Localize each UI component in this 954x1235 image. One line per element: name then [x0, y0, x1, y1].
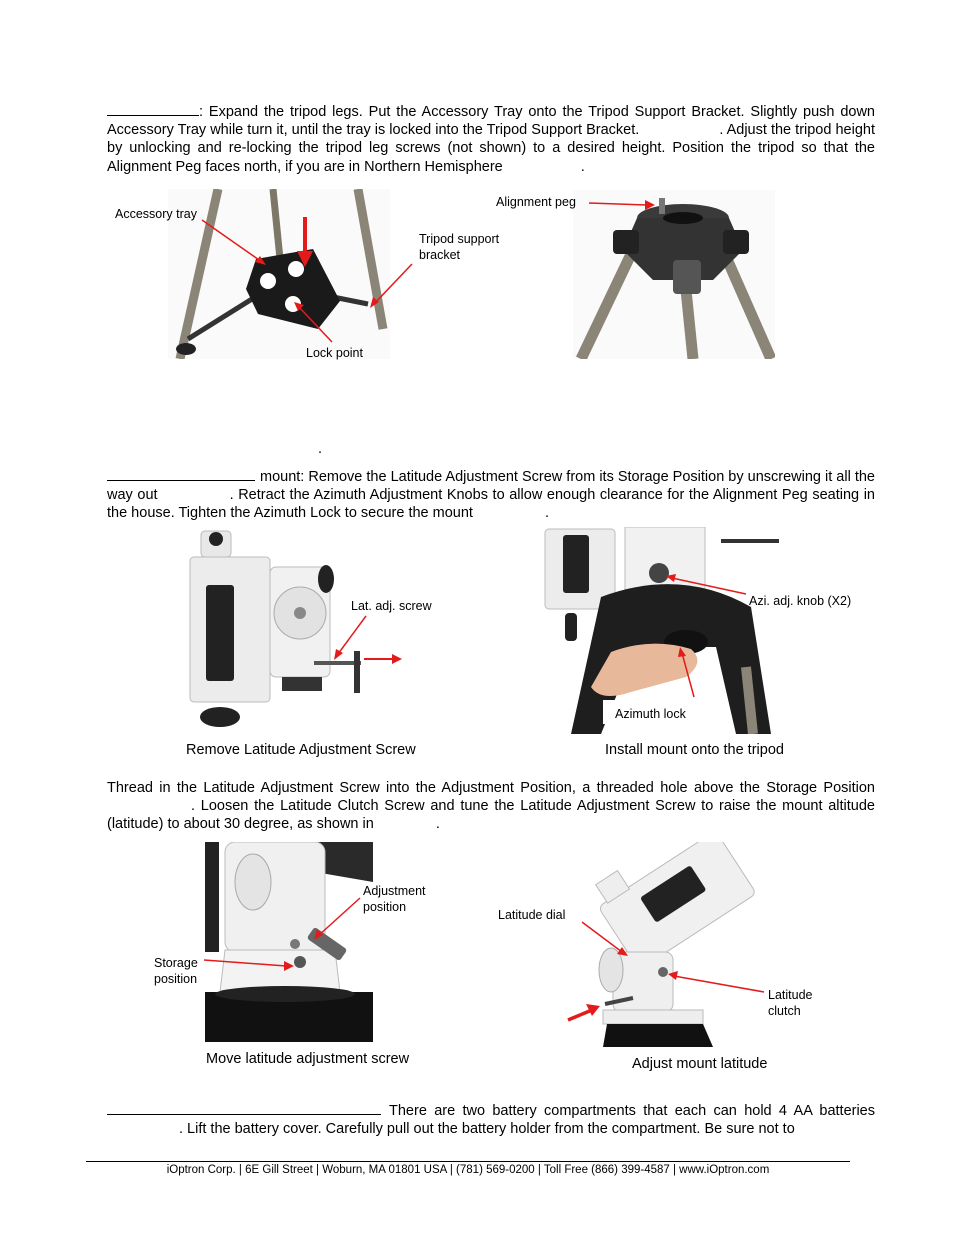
arrow-azimuth-lock [676, 645, 700, 700]
label-latitude-dial: Latitude dial [498, 908, 566, 922]
arrow-latitude-push [566, 1002, 602, 1024]
label-storage-1: Storage [154, 956, 198, 970]
caption-move-lat-screw: Move latitude adjustment screw [206, 1051, 410, 1067]
blank-underline [107, 103, 199, 116]
label-storage-2: position [154, 972, 198, 986]
label-alignment-peg: Alignment peg [496, 195, 576, 209]
caption-adjust-latitude: Adjust mount latitude [632, 1056, 768, 1072]
step1-paragraph: : Expand the tripod legs. Put the Accessory Tray onto the Tripod Support Bracket. Slightly push down Accessory Tray while turn it, until the tray is locked into the Tripod Support Bracket. . Adjust the tripod height by unlocking and re-locking the tripod leg screws (not shown) to a desired height. Position the tripod so that the Alignment Peg faces north, if you are in Northern Hemisphere . [107, 104, 876, 175]
photo-move-lat-screw [205, 842, 373, 1042]
arrow-accessory-tray [200, 218, 270, 268]
arrow-pull-out [364, 652, 404, 666]
page-footer: iOptron Corp. | 6E Gill Street | Woburn, MA 01801 USA | (781) 569-0200 | Toll Free (866) 399-4587 | www.iOptron.com [166, 1164, 770, 1176]
stray-period: . [318, 441, 323, 457]
label-azi-adj-knob: Azi. adj. knob (X2) [749, 594, 852, 608]
arrow-latitude-clutch [664, 970, 766, 996]
caption-install-mount: Install mount onto the tripod [605, 742, 784, 758]
label-adjustment-2: position [363, 900, 407, 914]
label-accessory-tray: Accessory tray [115, 207, 197, 221]
caption-remove-lat-screw: Remove Latitude Adjustment Screw [186, 742, 416, 758]
label-latitude-clutch-1: Latitude [768, 988, 813, 1002]
label-adjustment-1: Adjustment [363, 884, 426, 898]
arrow-down-red [296, 217, 314, 267]
label-tripod-support-1: Tripod support [419, 232, 500, 246]
step2-paragraph: mount: Remove the Latitude Adjustment Screw from its Storage Position by unscrewing it all the way out . Retract the Azimuth Adjustment Knobs to allow enough clearance for the Alignment Peg seating in the house. Tighten the Azimuth Lock to secure the mount . [107, 469, 875, 522]
arrow-latitude-dial [580, 918, 632, 960]
step4-paragraph: There are two battery compartments that each can hold 4 AA batteries. Lift the battery cover. Carefully pull out the battery holder from the compartment. Be sure not to [107, 1102, 875, 1138]
label-latitude-clutch-2: clutch [768, 1004, 801, 1018]
arrow-lock-point [290, 300, 340, 345]
arrow-adjustment-position [310, 896, 362, 942]
arrow-alignment-peg [589, 196, 657, 212]
photo-alignment-peg [573, 190, 775, 359]
footer-divider [86, 1161, 850, 1162]
blank-underline [107, 1102, 381, 1115]
arrow-storage-position [204, 957, 296, 973]
label-lock-point: Lock point [306, 346, 363, 360]
label-tripod-support-2: bracket [419, 248, 460, 262]
arrow-tripod-support [366, 262, 416, 312]
blank-underline [107, 468, 255, 481]
step3-paragraph: Thread in the Latitude Adjustment Screw into the Adjustment Position, a threaded hole above the Storage Position. Loosen the Latitude Clutch Screw and tune the Latitude Adjustment Screw to raise the mount altitude (latitude) to about 30 degree, as shown in . [107, 780, 875, 833]
arrow-azi-adj-knob [662, 572, 748, 600]
label-azimuth-lock: Azimuth lock [615, 707, 686, 721]
photo-accessory-tray [168, 189, 390, 359]
label-lat-adj-screw: Lat. adj. screw [351, 599, 432, 613]
